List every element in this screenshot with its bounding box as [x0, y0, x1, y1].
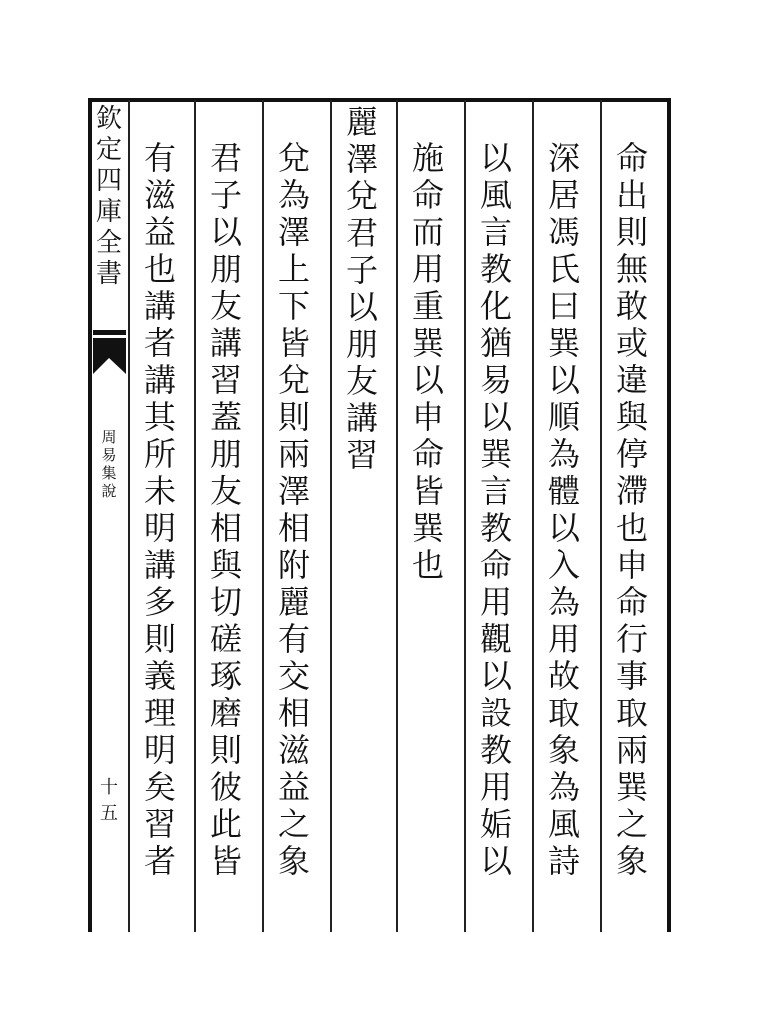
- glyph: 觀: [479, 620, 512, 658]
- glyph: 申: [615, 546, 648, 584]
- glyph: 象: [547, 731, 580, 769]
- glyph: 以: [547, 361, 580, 399]
- glyph: 以: [345, 288, 378, 326]
- glyph: 習: [345, 436, 378, 474]
- glyph: 也: [143, 250, 176, 288]
- glyph: 無: [615, 250, 648, 288]
- glyph: 滯: [615, 472, 648, 510]
- glyph: 巽: [547, 324, 580, 362]
- glyph: 矣: [143, 768, 176, 806]
- glyph: 欽: [95, 104, 122, 134]
- glyph: 氏: [547, 250, 580, 288]
- glyph: 友: [345, 362, 378, 400]
- glyph: 兩: [277, 435, 310, 473]
- glyph: 有: [143, 139, 176, 177]
- glyph: 則: [615, 213, 648, 251]
- glyph: 則: [277, 398, 310, 436]
- glyph: 明: [143, 731, 176, 769]
- glyph: 巽: [615, 768, 648, 806]
- glyph: 象: [277, 842, 310, 880]
- glyph: 皆: [209, 842, 242, 880]
- frame-right-border: [667, 98, 671, 932]
- text-column-3: [468, 140, 524, 930]
- glyph: 易: [479, 361, 512, 399]
- glyph: 詩: [547, 842, 580, 880]
- glyph: 或: [615, 324, 648, 362]
- glyph: 與: [209, 546, 242, 584]
- glyph: 用: [479, 583, 512, 621]
- glyph: 取: [615, 694, 648, 732]
- glyph: 命: [479, 546, 512, 584]
- glyph: 風: [547, 805, 580, 843]
- glyph: 用: [411, 250, 444, 288]
- glyph: 行: [615, 620, 648, 658]
- glyph: 有: [277, 620, 310, 658]
- glyph: 子: [345, 251, 378, 289]
- glyph: 下: [277, 287, 310, 325]
- glyph: 益: [143, 213, 176, 251]
- glyph: 以: [547, 509, 580, 547]
- glyph: 停: [615, 435, 648, 473]
- glyph: 朋: [209, 435, 242, 473]
- glyph: 彼: [209, 768, 242, 806]
- glyph: 也: [615, 509, 648, 547]
- fish-tail-mark-icon: [93, 330, 126, 376]
- glyph: 君: [345, 214, 378, 252]
- glyph: 相: [277, 509, 310, 547]
- glyph: 蓋: [209, 398, 242, 436]
- glyph: 巽: [411, 324, 444, 362]
- glyph: 以: [411, 361, 444, 399]
- glyph: 上: [277, 250, 310, 288]
- glyph: 風: [479, 176, 512, 214]
- glyph: 以: [479, 398, 512, 436]
- glyph: 滋: [143, 176, 176, 214]
- text-column-1: [604, 140, 660, 930]
- margin-chapter-title: [96, 428, 122, 500]
- glyph: 易: [101, 446, 117, 464]
- glyph: 澤: [345, 140, 378, 178]
- glyph: 巽: [411, 509, 444, 547]
- glyph: 之: [277, 805, 310, 843]
- glyph: 為: [277, 176, 310, 214]
- glyph: 出: [615, 176, 648, 214]
- glyph: 朋: [345, 325, 378, 363]
- glyph: 體: [547, 472, 580, 510]
- glyph: 理: [143, 694, 176, 732]
- glyph: 書: [95, 259, 122, 289]
- glyph: 重: [411, 287, 444, 325]
- glyph: 全: [95, 228, 122, 258]
- glyph: 深: [547, 139, 580, 177]
- glyph: 命: [615, 583, 648, 621]
- glyph: 化: [479, 287, 512, 325]
- glyph: 之: [615, 805, 648, 843]
- glyph: 為: [547, 768, 580, 806]
- glyph: 切: [209, 583, 242, 621]
- glyph: 友: [209, 287, 242, 325]
- glyph: 琢: [209, 657, 242, 695]
- glyph: 命: [615, 139, 648, 177]
- glyph: 命: [411, 435, 444, 473]
- column-rule: [262, 100, 264, 932]
- column-rule: [464, 100, 466, 932]
- text-column-7: [198, 140, 254, 930]
- glyph: 君: [209, 139, 242, 177]
- glyph: 以: [479, 139, 512, 177]
- glyph: 其: [143, 398, 176, 436]
- glyph: 講: [345, 399, 378, 437]
- text-column-6: [266, 140, 322, 930]
- glyph: 以: [209, 213, 242, 251]
- margin-page-number: 十五: [100, 777, 118, 824]
- column-rule: [532, 100, 534, 932]
- glyph: 以: [479, 657, 512, 695]
- glyph: 取: [547, 694, 580, 732]
- glyph: 麗: [277, 583, 310, 621]
- column-rule: [194, 100, 196, 932]
- glyph: 澤: [277, 472, 310, 510]
- glyph: 習: [209, 361, 242, 399]
- glyph: 集: [101, 464, 117, 482]
- glyph: 此: [209, 805, 242, 843]
- glyph: 敢: [615, 287, 648, 325]
- glyph: 也: [411, 546, 444, 584]
- glyph: 則: [209, 731, 242, 769]
- frame-top-border: [88, 98, 671, 102]
- glyph: 者: [143, 324, 176, 362]
- glyph: 麗: [345, 103, 378, 141]
- column-rule: [600, 100, 602, 932]
- glyph: 馮: [547, 213, 580, 251]
- glyph: 相: [277, 694, 310, 732]
- glyph: 四: [95, 166, 122, 196]
- margin-book-title: [92, 104, 126, 326]
- glyph: 事: [615, 657, 648, 695]
- glyph: 言: [479, 213, 512, 251]
- glyph: 為: [547, 435, 580, 473]
- glyph: 子: [209, 176, 242, 214]
- glyph: 兌: [345, 177, 378, 215]
- glyph: 象: [615, 842, 648, 880]
- glyph: 滋: [277, 731, 310, 769]
- glyph: 所: [143, 435, 176, 473]
- glyph: 則: [143, 620, 176, 658]
- glyph: 者: [143, 842, 176, 880]
- glyph: 朋: [209, 250, 242, 288]
- glyph: 故: [547, 657, 580, 695]
- glyph: 入: [547, 546, 580, 584]
- glyph: 澤: [277, 213, 310, 251]
- glyph: 義: [143, 657, 176, 695]
- glyph: 曰: [547, 287, 580, 325]
- glyph: 庫: [95, 197, 122, 227]
- column-rule: [128, 100, 130, 932]
- glyph: 磋: [209, 620, 242, 658]
- glyph: 猶: [479, 324, 512, 362]
- glyph: 明: [143, 509, 176, 547]
- glyph: 居: [547, 176, 580, 214]
- glyph: 周: [101, 428, 117, 446]
- glyph: 教: [479, 250, 512, 288]
- glyph: 相: [209, 509, 242, 547]
- glyph: 定: [95, 135, 122, 165]
- glyph: 習: [143, 805, 176, 843]
- glyph: 兩: [615, 731, 648, 769]
- text-column-4: [400, 140, 456, 930]
- glyph: 兌: [277, 361, 310, 399]
- glyph: 而: [411, 213, 444, 251]
- glyph: 皆: [411, 472, 444, 510]
- glyph: 講: [209, 324, 242, 362]
- glyph: 教: [479, 731, 512, 769]
- glyph: 磨: [209, 694, 242, 732]
- glyph: 言: [479, 472, 512, 510]
- glyph: 巽: [479, 435, 512, 473]
- glyph: 教: [479, 509, 512, 547]
- glyph: 益: [277, 768, 310, 806]
- glyph: 交: [277, 657, 310, 695]
- glyph: 多: [143, 583, 176, 621]
- glyph: 違: [615, 361, 648, 399]
- glyph: 講: [143, 546, 176, 584]
- glyph: 順: [547, 398, 580, 436]
- glyph: 友: [209, 472, 242, 510]
- glyph: 未: [143, 472, 176, 510]
- glyph: 附: [277, 546, 310, 584]
- glyph: 說: [101, 482, 117, 500]
- glyph: 以: [479, 842, 512, 880]
- text-column-8: [132, 140, 188, 930]
- glyph: 講: [143, 287, 176, 325]
- glyph: 用: [547, 620, 580, 658]
- column-rule: [396, 100, 398, 932]
- glyph: 申: [411, 398, 444, 436]
- text-column-5: [334, 104, 390, 894]
- glyph: 講: [143, 361, 176, 399]
- glyph: 用: [479, 768, 512, 806]
- text-column-2: [536, 140, 592, 930]
- glyph: 與: [615, 398, 648, 436]
- glyph: 為: [547, 583, 580, 621]
- glyph: 施: [411, 139, 444, 177]
- glyph: 皆: [277, 324, 310, 362]
- glyph: 設: [479, 694, 512, 732]
- glyph: 兌: [277, 139, 310, 177]
- column-rule: [330, 100, 332, 932]
- glyph: 命: [411, 176, 444, 214]
- glyph: 姤: [479, 805, 512, 843]
